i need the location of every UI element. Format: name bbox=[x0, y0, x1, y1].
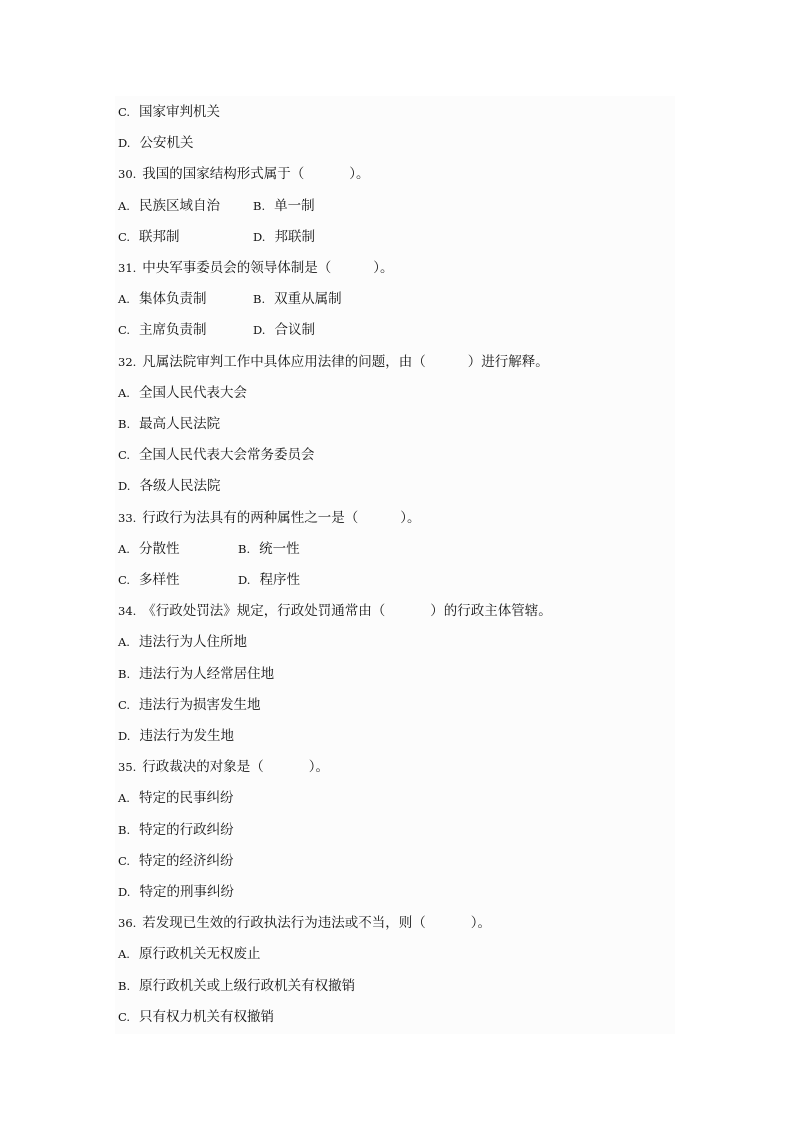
answer-option bbox=[118, 1007, 678, 1027]
option-text: 多样性 bbox=[139, 572, 180, 588]
answer-option bbox=[118, 414, 678, 434]
option-letter: C. bbox=[118, 854, 131, 868]
question-number: 34. bbox=[118, 604, 137, 618]
question-text-end: ）。 bbox=[470, 915, 492, 931]
answer-option bbox=[118, 476, 678, 496]
question-number: 33. bbox=[118, 511, 137, 525]
question-text-end: ）。 bbox=[349, 166, 370, 182]
answer-option bbox=[253, 196, 315, 216]
option-letter: B. bbox=[238, 542, 251, 556]
question-stem bbox=[118, 164, 678, 184]
answer-option bbox=[238, 539, 300, 559]
answer-option bbox=[118, 788, 678, 808]
answer-option bbox=[118, 539, 179, 559]
option-text: 特定的刑事纠纷 bbox=[139, 884, 234, 900]
answer-option-row bbox=[118, 289, 418, 309]
answer-option bbox=[118, 102, 678, 122]
option-text: 邦联制 bbox=[274, 229, 315, 245]
option-text: 全国人民代表大会 bbox=[138, 385, 247, 401]
option-letter: D. bbox=[238, 573, 251, 587]
option-text: 特定的经济纠纷 bbox=[139, 853, 234, 869]
question-text: 行政裁决的对象是（ bbox=[142, 759, 264, 775]
question-stem bbox=[118, 757, 678, 777]
option-letter: C. bbox=[118, 1010, 131, 1024]
option-letter: B. bbox=[118, 979, 131, 993]
answer-option bbox=[118, 726, 678, 746]
question-number: 35. bbox=[118, 760, 137, 774]
answer-option-row bbox=[118, 227, 418, 247]
option-text: 程序性 bbox=[259, 572, 300, 588]
option-letter: C. bbox=[118, 105, 131, 119]
answer-option-row bbox=[118, 539, 418, 559]
question-text: 《行政处罚法》规定，行政处罚通常由（ bbox=[142, 603, 386, 619]
option-letter: A. bbox=[118, 292, 130, 306]
question-number: 31. bbox=[118, 261, 137, 275]
question-text: 凡属法院审判工作中具体应用法律的问题，由（ bbox=[142, 354, 426, 370]
option-letter: A. bbox=[118, 386, 130, 400]
option-text: 原行政机关无权废止 bbox=[138, 946, 261, 962]
option-letter: C. bbox=[118, 573, 131, 587]
answer-option bbox=[118, 133, 678, 153]
question-stem bbox=[118, 258, 678, 278]
question-text: 若发现已生效的行政执法行为违法或不当，则（ bbox=[142, 915, 426, 931]
answer-option bbox=[238, 570, 300, 590]
option-letter: D. bbox=[253, 230, 266, 244]
answer-option bbox=[118, 820, 678, 840]
answer-option bbox=[118, 227, 180, 247]
option-letter: B. bbox=[253, 199, 266, 213]
option-letter: A. bbox=[118, 199, 130, 213]
option-text: 违法行为发生地 bbox=[139, 728, 234, 744]
option-text: 特定的行政纠纷 bbox=[139, 822, 234, 838]
answer-option bbox=[118, 445, 678, 465]
option-letter: A. bbox=[118, 791, 130, 805]
option-letter: C. bbox=[118, 698, 131, 712]
option-text: 合议制 bbox=[274, 322, 315, 338]
question-stem bbox=[118, 508, 678, 528]
option-text: 各级人民法院 bbox=[139, 478, 221, 494]
option-letter: D. bbox=[253, 323, 266, 337]
answer-option bbox=[118, 882, 678, 902]
option-letter: A. bbox=[118, 947, 130, 961]
answer-option bbox=[118, 632, 678, 652]
question-number: 30. bbox=[118, 167, 137, 181]
option-text: 违法行为人经常居住地 bbox=[139, 666, 275, 682]
answer-option bbox=[118, 570, 180, 590]
question-text-end: ）。 bbox=[308, 759, 330, 775]
option-letter: C. bbox=[118, 230, 131, 244]
option-letter: D. bbox=[118, 729, 131, 743]
question-text-end: ）。 bbox=[373, 260, 394, 276]
option-letter: D. bbox=[118, 136, 131, 150]
option-letter: D. bbox=[118, 479, 131, 493]
answer-option bbox=[118, 289, 206, 309]
answer-option bbox=[118, 944, 678, 964]
option-text: 单一制 bbox=[274, 198, 315, 214]
answer-option bbox=[118, 383, 678, 403]
answer-option bbox=[253, 227, 315, 247]
answer-option bbox=[253, 320, 315, 340]
answer-option bbox=[118, 320, 207, 340]
option-text: 违法行为损害发生地 bbox=[139, 697, 261, 713]
option-letter: A. bbox=[118, 542, 130, 556]
option-text: 分散性 bbox=[138, 541, 180, 557]
option-letter: B. bbox=[118, 667, 131, 681]
option-letter: B. bbox=[253, 292, 266, 306]
answer-option bbox=[253, 289, 342, 309]
question-stem bbox=[118, 913, 678, 933]
option-text: 集体负责制 bbox=[138, 291, 207, 307]
question-text: 我国的国家结构形式属于（ bbox=[142, 166, 305, 182]
answer-option bbox=[118, 664, 678, 684]
answer-option bbox=[118, 695, 678, 715]
option-text: 特定的民事纠纷 bbox=[138, 790, 234, 806]
option-letter: C. bbox=[118, 323, 131, 337]
question-text: 中央军事委员会的领导体制是（ bbox=[142, 260, 332, 276]
option-text: 联邦制 bbox=[139, 229, 180, 245]
question-stem bbox=[118, 601, 678, 621]
option-text: 双重从属制 bbox=[274, 291, 342, 307]
option-text: 主席负责制 bbox=[139, 322, 207, 338]
option-text: 原行政机关或上级行政机关有权撤销 bbox=[139, 978, 356, 994]
option-text: 全国人民代表大会常务委员会 bbox=[139, 447, 315, 463]
answer-option bbox=[118, 196, 220, 216]
question-number: 36. bbox=[118, 916, 137, 930]
option-letter: C. bbox=[118, 448, 131, 462]
option-letter: B. bbox=[118, 417, 131, 431]
option-letter: A. bbox=[118, 635, 130, 649]
option-text: 民族区域自治 bbox=[138, 198, 220, 214]
option-text: 公安机关 bbox=[139, 135, 194, 151]
question-stem bbox=[118, 352, 678, 372]
answer-option-row bbox=[118, 320, 418, 340]
option-letter: D. bbox=[118, 885, 131, 899]
option-text: 只有权力机关有权撤销 bbox=[139, 1009, 275, 1025]
question-text-end: ）进行解释。 bbox=[467, 354, 549, 370]
answer-option-row bbox=[118, 570, 418, 590]
answer-option bbox=[118, 851, 678, 871]
question-text-end: ）的行政主体管辖。 bbox=[430, 603, 552, 619]
question-text: 行政行为法具有的两种属性之一是（ bbox=[142, 510, 359, 526]
question-number: 32. bbox=[118, 355, 137, 369]
option-text: 统一性 bbox=[259, 541, 300, 557]
option-letter: B. bbox=[118, 823, 131, 837]
answer-option-row bbox=[118, 196, 418, 216]
option-text: 最高人民法院 bbox=[139, 416, 221, 432]
answer-option bbox=[118, 976, 678, 996]
question-text-end: ）。 bbox=[400, 510, 421, 526]
option-text: 国家审判机关 bbox=[139, 104, 221, 120]
option-text: 违法行为人住所地 bbox=[138, 634, 247, 650]
